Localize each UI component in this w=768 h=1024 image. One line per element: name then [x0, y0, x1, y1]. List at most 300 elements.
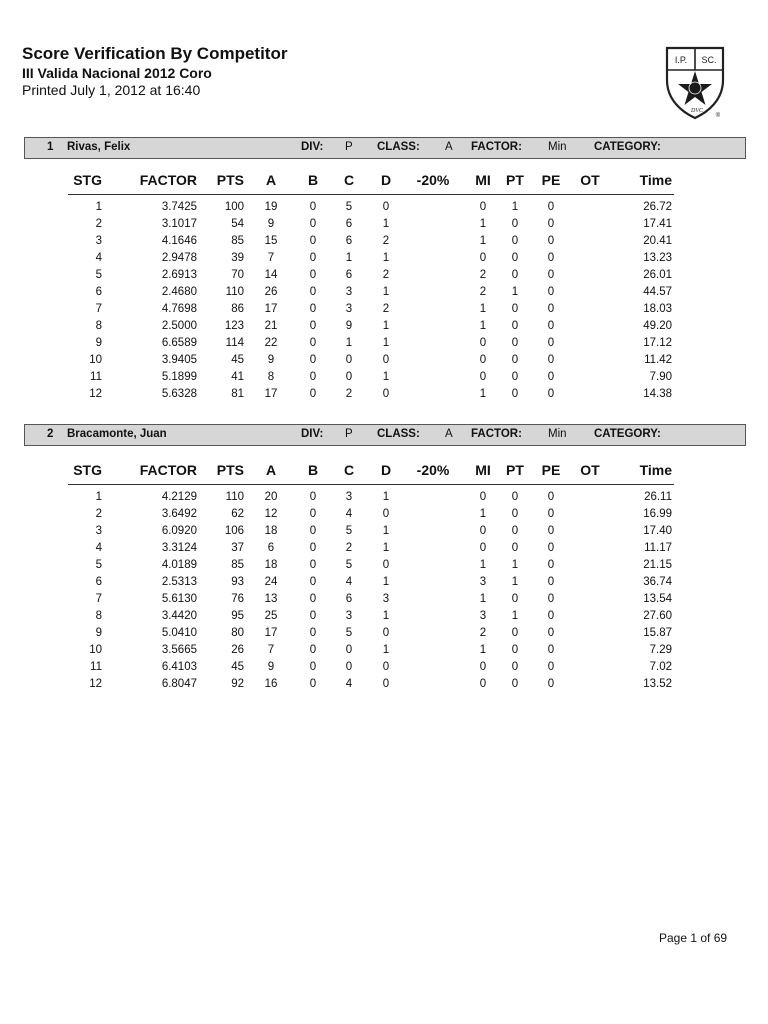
- cell-time: 16.99: [643, 508, 672, 520]
- cell-b-hits: 0: [309, 491, 317, 503]
- cell-stage: 2: [95, 218, 102, 230]
- cell-stage: 11: [90, 661, 102, 673]
- cell-points: 26: [231, 644, 244, 656]
- cell-b-hits: 0: [309, 593, 317, 605]
- cell-time: 15.87: [643, 627, 672, 639]
- column-header-penalties: PE: [541, 462, 561, 478]
- cell-points: 41: [231, 371, 244, 383]
- cell-procedurals: 0: [511, 491, 519, 503]
- cell-penalties: 0: [547, 491, 555, 503]
- cell-b-hits: 0: [309, 252, 317, 264]
- factor-value: Min: [548, 141, 567, 153]
- cell-b-hits: 0: [309, 388, 317, 400]
- cell-c-hits: 9: [345, 320, 353, 332]
- class-label: CLASS:: [377, 428, 420, 440]
- table-row: [0, 575, 768, 592]
- cell-procedurals: 1: [511, 610, 519, 622]
- cell-factor: 5.0410: [161, 627, 197, 639]
- cell-c-hits: 0: [345, 371, 353, 383]
- cell-stage: 12: [89, 678, 102, 690]
- column-header-overtime: OT: [580, 172, 600, 188]
- cell-a-hits: 18: [264, 525, 278, 537]
- cell-time: 26.11: [644, 491, 672, 503]
- cell-procedurals: 0: [511, 661, 519, 673]
- cell-procedurals: 1: [511, 576, 519, 588]
- cell-misses: 1: [479, 559, 487, 571]
- stage-score-table: [0, 462, 768, 702]
- cell-procedurals: 0: [511, 218, 519, 230]
- cell-points: 54: [231, 218, 244, 230]
- column-header-d-hits: D: [380, 462, 392, 478]
- cell-d-hits: 2: [382, 235, 390, 247]
- cell-procedurals: 0: [511, 269, 519, 281]
- cell-d-hits: 1: [382, 371, 390, 383]
- factor-label: FACTOR:: [471, 428, 522, 440]
- table-body: [0, 200, 768, 404]
- cell-a-hits: 18: [264, 559, 278, 571]
- cell-a-hits: 6: [267, 542, 275, 554]
- table-row: [0, 302, 768, 319]
- cell-stage: 6: [95, 286, 102, 298]
- category-label: CATEGORY:: [594, 428, 661, 440]
- column-header-c-hits: C: [343, 172, 355, 188]
- cell-d-hits: 1: [382, 491, 390, 503]
- cell-misses: 0: [479, 678, 487, 690]
- cell-penalties: 0: [547, 525, 555, 537]
- cell-procedurals: 0: [511, 337, 519, 349]
- cell-factor: 2.4680: [161, 286, 197, 298]
- header-divider: [68, 484, 674, 485]
- cell-penalties: 0: [547, 559, 555, 571]
- cell-time: 26.01: [643, 269, 672, 281]
- cell-penalties: 0: [547, 644, 555, 656]
- cell-time: 49.20: [643, 320, 672, 332]
- cell-c-hits: 6: [345, 269, 353, 281]
- cell-points: 123: [224, 320, 244, 332]
- cell-factor: 3.4420: [161, 610, 197, 622]
- cell-stage: 2: [95, 508, 102, 520]
- column-header-c-hits: C: [343, 462, 355, 478]
- division-value: P: [345, 141, 353, 153]
- cell-penalties: 0: [547, 252, 555, 264]
- cell-time: 7.29: [649, 644, 672, 656]
- column-header-procedurals: PT: [506, 172, 524, 188]
- cell-factor: 5.6328: [161, 388, 197, 400]
- cell-a-hits: 9: [267, 354, 275, 366]
- column-header-misses: MI: [475, 172, 491, 188]
- cell-d-hits: 1: [382, 542, 390, 554]
- cell-factor: 4.7698: [161, 303, 197, 315]
- cell-points: 110: [225, 286, 244, 298]
- svg-text:DVC: DVC: [691, 108, 703, 114]
- cell-b-hits: 0: [309, 661, 317, 673]
- table-row: [0, 677, 768, 694]
- cell-c-hits: 5: [345, 627, 353, 639]
- cell-c-hits: 4: [345, 576, 353, 588]
- cell-a-hits: 12: [264, 508, 278, 520]
- cell-penalties: 0: [547, 678, 555, 690]
- cell-misses: 1: [479, 235, 487, 247]
- cell-points: 70: [231, 269, 244, 281]
- cell-a-hits: 24: [264, 576, 278, 588]
- cell-factor: 2.5313: [161, 576, 197, 588]
- cell-stage: 5: [95, 269, 102, 281]
- cell-b-hits: 0: [309, 337, 317, 349]
- cell-d-hits: 1: [382, 218, 390, 230]
- cell-misses: 0: [479, 542, 487, 554]
- cell-penalties: 0: [547, 286, 555, 298]
- cell-points: 110: [225, 491, 244, 503]
- cell-d-hits: 0: [382, 559, 390, 571]
- cell-b-hits: 0: [309, 269, 317, 281]
- cell-procedurals: 0: [511, 508, 519, 520]
- cell-procedurals: 0: [511, 593, 519, 605]
- column-header-procedurals: PT: [506, 462, 524, 478]
- cell-misses: 1: [479, 508, 487, 520]
- cell-b-hits: 0: [309, 508, 317, 520]
- cell-factor: 6.6589: [161, 337, 197, 349]
- category-label: CATEGORY:: [594, 141, 661, 153]
- cell-stage: 1: [95, 491, 102, 503]
- cell-time: 13.52: [643, 678, 672, 690]
- cell-procedurals: 0: [511, 354, 519, 366]
- cell-penalties: 0: [547, 388, 555, 400]
- cell-a-hits: 9: [267, 218, 275, 230]
- factor-label: FACTOR:: [471, 141, 522, 153]
- cell-procedurals: 0: [511, 388, 519, 400]
- cell-penalties: 0: [547, 354, 555, 366]
- cell-procedurals: 0: [511, 371, 519, 383]
- column-header-factor: FACTOR: [139, 172, 197, 188]
- cell-a-hits: 16: [264, 678, 278, 690]
- cell-time: 11.42: [644, 354, 672, 366]
- column-header-d-hits: D: [380, 172, 392, 188]
- cell-penalties: 0: [547, 661, 555, 673]
- cell-stage: 6: [95, 576, 102, 588]
- cell-misses: 0: [479, 525, 487, 537]
- cell-procedurals: 0: [511, 303, 519, 315]
- cell-factor: 6.4103: [161, 661, 197, 673]
- cell-stage: 9: [95, 337, 102, 349]
- cell-points: 85: [231, 559, 244, 571]
- cell-points: 39: [231, 252, 244, 264]
- header-divider: [68, 194, 674, 195]
- cell-penalties: 0: [547, 627, 555, 639]
- event-name: III Valida Nacional 2012 Coro: [22, 65, 212, 81]
- cell-d-hits: 1: [382, 320, 390, 332]
- column-header-minus-20: -20%: [416, 172, 450, 188]
- cell-c-hits: 5: [345, 201, 353, 213]
- cell-penalties: 0: [547, 593, 555, 605]
- cell-b-hits: 0: [309, 644, 317, 656]
- table-row: [0, 200, 768, 217]
- cell-b-hits: 0: [309, 201, 317, 213]
- stage-score-table: [0, 172, 768, 412]
- cell-c-hits: 4: [345, 678, 353, 690]
- competitor-header: [24, 424, 746, 446]
- cell-time: 27.60: [643, 610, 672, 622]
- cell-procedurals: 1: [511, 559, 519, 571]
- cell-misses: 0: [479, 252, 487, 264]
- cell-procedurals: 0: [511, 644, 519, 656]
- column-header-stage: STG: [73, 462, 102, 478]
- cell-a-hits: 7: [267, 252, 275, 264]
- table-row: [0, 217, 768, 234]
- table-row: [0, 660, 768, 677]
- cell-points: 76: [231, 593, 244, 605]
- cell-time: 14.38: [643, 388, 672, 400]
- cell-time: 36.74: [643, 576, 672, 588]
- cell-b-hits: 0: [309, 678, 317, 690]
- cell-time: 7.90: [649, 371, 672, 383]
- table-row: [0, 251, 768, 268]
- cell-d-hits: 1: [382, 286, 390, 298]
- cell-b-hits: 0: [309, 354, 317, 366]
- table-row: [0, 507, 768, 524]
- cell-d-hits: 0: [382, 388, 390, 400]
- cell-procedurals: 0: [511, 525, 519, 537]
- cell-stage: 4: [95, 542, 102, 554]
- cell-time: 20.41: [643, 235, 672, 247]
- cell-factor: 6.8047: [161, 678, 197, 690]
- cell-b-hits: 0: [309, 610, 317, 622]
- cell-d-hits: 0: [382, 508, 390, 520]
- cell-stage: 5: [95, 559, 102, 571]
- cell-c-hits: 5: [345, 559, 353, 571]
- cell-stage: 9: [95, 627, 102, 639]
- cell-stage: 8: [95, 320, 102, 332]
- column-header-time: Time: [639, 172, 672, 188]
- cell-penalties: 0: [547, 576, 555, 588]
- column-header-time: Time: [639, 462, 672, 478]
- cell-factor: 3.1017: [161, 218, 197, 230]
- cell-c-hits: 5: [345, 525, 353, 537]
- table-row: [0, 234, 768, 251]
- table-row: [0, 285, 768, 302]
- class-value: A: [445, 141, 453, 153]
- cell-d-hits: 3: [382, 593, 390, 605]
- cell-d-hits: 1: [382, 610, 390, 622]
- cell-points: 95: [231, 610, 244, 622]
- column-header-points: PTS: [216, 462, 244, 478]
- ipsc-logo-icon: [664, 44, 726, 120]
- cell-penalties: 0: [547, 201, 555, 213]
- column-header-points: PTS: [216, 172, 244, 188]
- cell-d-hits: 1: [382, 525, 390, 537]
- cell-d-hits: 1: [382, 576, 390, 588]
- cell-b-hits: 0: [309, 303, 317, 315]
- column-header-penalties: PE: [541, 172, 561, 188]
- cell-stage: 7: [95, 303, 102, 315]
- table-row: [0, 336, 768, 353]
- cell-points: 86: [231, 303, 244, 315]
- competitor-number: 2: [47, 428, 54, 440]
- page-number: Page 1 of 69: [659, 931, 728, 945]
- cell-misses: 1: [479, 644, 487, 656]
- cell-time: 13.23: [643, 252, 672, 264]
- cell-procedurals: 0: [511, 235, 519, 247]
- table-body: [0, 490, 768, 694]
- cell-procedurals: 0: [511, 252, 519, 264]
- cell-points: 106: [224, 525, 244, 537]
- column-header-b-hits: B: [307, 462, 319, 478]
- cell-factor: 5.1899: [161, 371, 197, 383]
- table-row: [0, 268, 768, 285]
- cell-c-hits: 3: [345, 303, 353, 315]
- cell-b-hits: 0: [309, 235, 317, 247]
- cell-points: 92: [231, 678, 244, 690]
- cell-points: 100: [224, 201, 244, 213]
- cell-b-hits: 0: [309, 525, 317, 537]
- cell-penalties: 0: [547, 303, 555, 315]
- cell-points: 80: [231, 627, 244, 639]
- table-row: [0, 490, 768, 507]
- cell-penalties: 0: [547, 371, 555, 383]
- cell-procedurals: 0: [511, 627, 519, 639]
- page-title: Score Verification By Competitor: [22, 44, 288, 63]
- column-header-misses: MI: [475, 462, 491, 478]
- column-header-a-hits: A: [265, 462, 277, 478]
- table-row: [0, 370, 768, 387]
- column-header-factor: FACTOR: [139, 462, 197, 478]
- cell-factor: 3.9405: [161, 354, 197, 366]
- cell-points: 45: [231, 354, 244, 366]
- division-label: DIV:: [301, 141, 324, 153]
- cell-factor: 4.0189: [161, 559, 197, 571]
- cell-factor: 3.7425: [161, 201, 197, 213]
- cell-time: 13.54: [643, 593, 672, 605]
- cell-points: 93: [231, 576, 244, 588]
- cell-c-hits: 1: [345, 252, 353, 264]
- cell-misses: 2: [479, 286, 487, 298]
- cell-misses: 1: [479, 593, 487, 605]
- column-header-stage: STG: [73, 172, 102, 188]
- cell-a-hits: 17: [264, 303, 278, 315]
- cell-points: 114: [225, 337, 244, 349]
- cell-c-hits: 0: [345, 644, 353, 656]
- cell-c-hits: 6: [345, 593, 353, 605]
- cell-time: 17.41: [643, 218, 672, 230]
- cell-time: 21.15: [643, 559, 672, 571]
- cell-stage: 7: [95, 593, 102, 605]
- cell-d-hits: 0: [382, 661, 390, 673]
- cell-points: 62: [231, 508, 244, 520]
- cell-d-hits: 0: [382, 354, 390, 366]
- competitor-name: Rivas, Felix: [67, 141, 131, 153]
- class-value: A: [445, 428, 453, 440]
- svg-text:SC.: SC.: [701, 55, 717, 65]
- cell-misses: 1: [479, 320, 487, 332]
- cell-stage: 1: [95, 201, 102, 213]
- cell-b-hits: 0: [309, 542, 317, 554]
- cell-a-hits: 7: [267, 644, 275, 656]
- cell-misses: 3: [479, 610, 487, 622]
- cell-a-hits: 8: [267, 371, 275, 383]
- cell-b-hits: 0: [309, 371, 317, 383]
- cell-factor: 5.6130: [161, 593, 197, 605]
- table-header: [0, 172, 768, 194]
- cell-penalties: 0: [547, 235, 555, 247]
- cell-time: 18.03: [643, 303, 672, 315]
- cell-time: 17.12: [643, 337, 672, 349]
- table-row: [0, 319, 768, 336]
- cell-misses: 3: [479, 576, 487, 588]
- cell-d-hits: 1: [382, 252, 390, 264]
- table-row: [0, 387, 768, 404]
- cell-time: 7.02: [649, 661, 672, 673]
- cell-misses: 0: [479, 491, 487, 503]
- cell-stage: 12: [89, 388, 102, 400]
- cell-d-hits: 1: [382, 337, 390, 349]
- cell-c-hits: 0: [345, 661, 353, 673]
- cell-b-hits: 0: [309, 286, 317, 298]
- cell-a-hits: 9: [267, 661, 275, 673]
- cell-b-hits: 0: [309, 320, 317, 332]
- cell-factor: 2.9478: [161, 252, 197, 264]
- column-header-overtime: OT: [580, 462, 600, 478]
- cell-c-hits: 0: [345, 354, 353, 366]
- cell-time: 11.17: [644, 542, 672, 554]
- cell-a-hits: 17: [264, 627, 278, 639]
- cell-a-hits: 19: [264, 201, 278, 213]
- cell-b-hits: 0: [309, 218, 317, 230]
- column-header-minus-20: -20%: [416, 462, 450, 478]
- cell-d-hits: 2: [382, 269, 390, 281]
- division-label: DIV:: [301, 428, 324, 440]
- cell-penalties: 0: [547, 337, 555, 349]
- svg-text:®: ®: [715, 113, 721, 119]
- competitor-header: [24, 137, 746, 159]
- cell-penalties: 0: [547, 218, 555, 230]
- cell-c-hits: 6: [345, 235, 353, 247]
- cell-points: 81: [231, 388, 244, 400]
- table-row: [0, 609, 768, 626]
- cell-misses: 0: [479, 337, 487, 349]
- cell-c-hits: 3: [345, 610, 353, 622]
- cell-stage: 4: [95, 252, 102, 264]
- cell-factor: 3.5665: [161, 644, 197, 656]
- cell-factor: 3.3124: [161, 542, 197, 554]
- cell-penalties: 0: [547, 508, 555, 520]
- cell-penalties: 0: [547, 320, 555, 332]
- printed-date: Printed July 1, 2012 at 16:40: [22, 82, 201, 98]
- cell-misses: 2: [479, 269, 487, 281]
- cell-c-hits: 3: [345, 491, 353, 503]
- cell-time: 26.72: [643, 201, 672, 213]
- cell-d-hits: 0: [382, 627, 390, 639]
- column-header-b-hits: B: [307, 172, 319, 188]
- cell-penalties: 0: [547, 269, 555, 281]
- cell-misses: 1: [479, 218, 487, 230]
- cell-misses: 1: [479, 388, 487, 400]
- factor-value: Min: [548, 428, 567, 440]
- cell-stage: 3: [95, 235, 102, 247]
- table-row: [0, 353, 768, 370]
- cell-c-hits: 1: [345, 337, 353, 349]
- cell-factor: 4.2129: [161, 491, 197, 503]
- cell-a-hits: 22: [264, 337, 278, 349]
- cell-points: 37: [231, 542, 244, 554]
- table-row: [0, 541, 768, 558]
- cell-a-hits: 13: [264, 593, 278, 605]
- cell-misses: 2: [479, 627, 487, 639]
- cell-c-hits: 2: [345, 542, 353, 554]
- cell-stage: 10: [89, 354, 102, 366]
- cell-misses: 0: [479, 201, 487, 213]
- cell-misses: 0: [479, 354, 487, 366]
- cell-c-hits: 6: [345, 218, 353, 230]
- class-label: CLASS:: [377, 141, 420, 153]
